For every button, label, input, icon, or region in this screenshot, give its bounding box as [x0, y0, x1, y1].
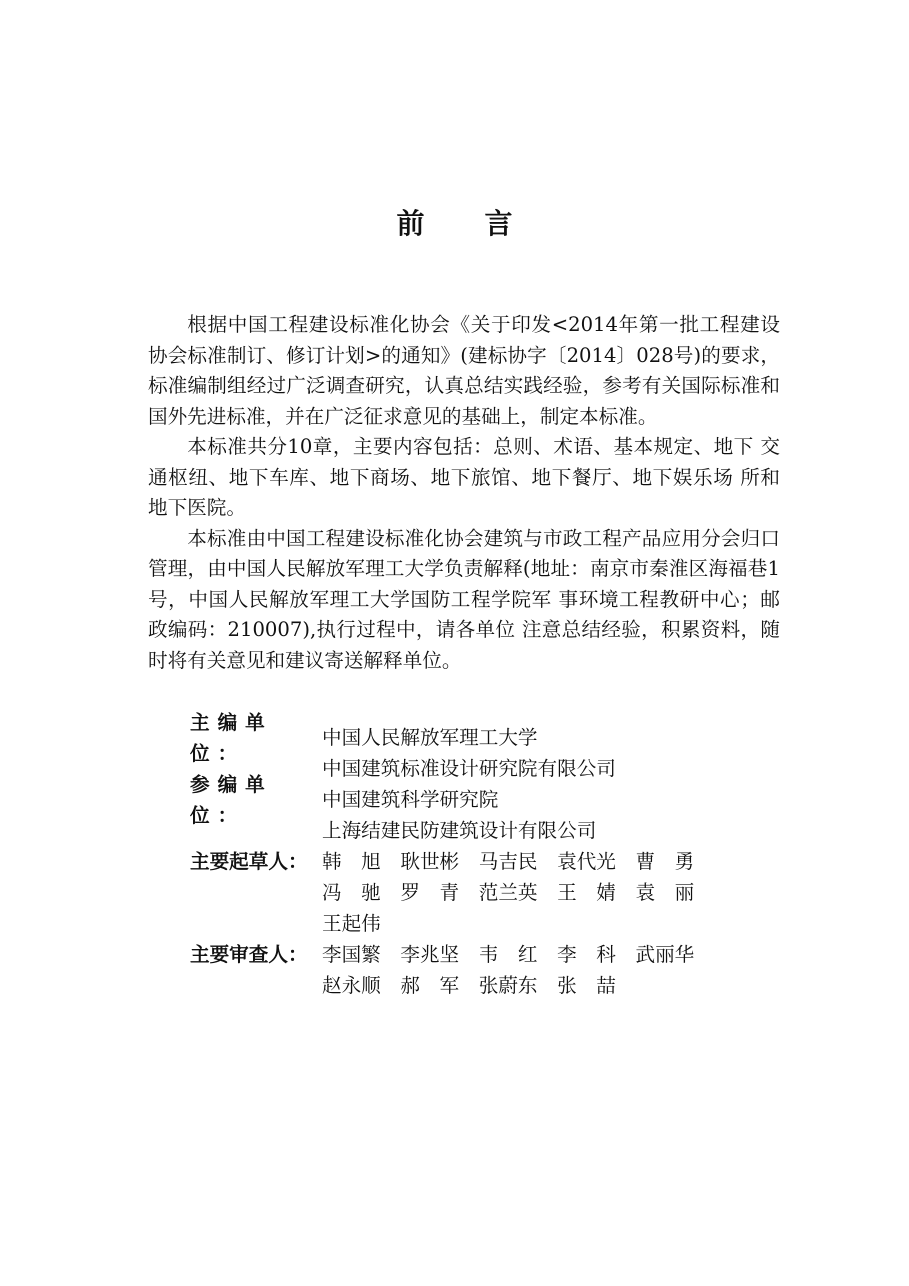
- chief-units-row: [190, 710, 790, 765]
- chief-unit: 中国建筑标准设计研究院有限公司: [322, 757, 616, 780]
- paragraph-basis: 根据中国工程建设标准化协会《关于印发<2014年第一批工程建设协会标准制订、修订计划>的通知》(建标协字〔2014〕028号)的要求，标准编制组经过广泛调查研究，认真总结实践经验，参考有关国际标准和国外先进标准，并在广泛征求意见的基础上，制定本标准。: [148, 313, 780, 428]
- reviewers-row: [190, 939, 790, 970]
- drafters-row-3: [190, 908, 790, 939]
- drafters-label: 主要起草人：: [190, 850, 308, 873]
- paragraph-contents: 本标准共分10章，主要内容包括：总则、术语、基本规定、地下 交通枢纽、地下车库、地下商场、地下旅馆、地下餐厅、地下娱乐场 所和地下医院。: [148, 435, 780, 519]
- reviewers-label: 主要审查人：: [190, 943, 308, 966]
- chief-unit: 中国人民解放军理工大学: [322, 726, 538, 749]
- drafter-names: 冯 驰 罗 青 范兰英 王 婧 袁 丽: [322, 881, 695, 904]
- chief-units-label: 主编单位：: [190, 710, 273, 765]
- participating-unit: 上海结建民防建筑设计有限公司: [322, 819, 597, 842]
- drafter-names: 韩 旭 耿世彬 马吉民 袁代光 曹 勇: [322, 850, 695, 873]
- participating-units-row: [190, 772, 790, 827]
- reviewers-row-2: [190, 970, 790, 1001]
- paragraph-management: 本标准由中国工程建设标准化协会建筑与市政工程产品应用分会归口管理，由中国人民解放军理工大学负责解释(地址：南京市秦淮区海福巷1号，中国人民解放军理工大学国防工程学院军 事环境工程教研中心；邮政编码：210007),执行过程中，请各单位 注意总结经验，积累资料，随时将有关意见和建议寄送解释单位。: [148, 526, 780, 672]
- drafters-row-2: [190, 877, 790, 908]
- participating-unit: 中国建筑科学研究院: [322, 788, 499, 811]
- participating-units-label: 参编单位：: [190, 772, 273, 827]
- drafter-names: 王起伟: [322, 912, 381, 935]
- reviewer-names: 李国繁 李兆坚 韦 红 李 科 武丽华: [322, 943, 695, 966]
- page-title: 前言: [396, 207, 573, 240]
- reviewer-names: 赵永顺 郝 军 张蔚东 张 喆: [322, 974, 616, 997]
- credits-list: [190, 710, 790, 1001]
- drafters-row: [190, 846, 790, 877]
- preface-body: [148, 310, 780, 676]
